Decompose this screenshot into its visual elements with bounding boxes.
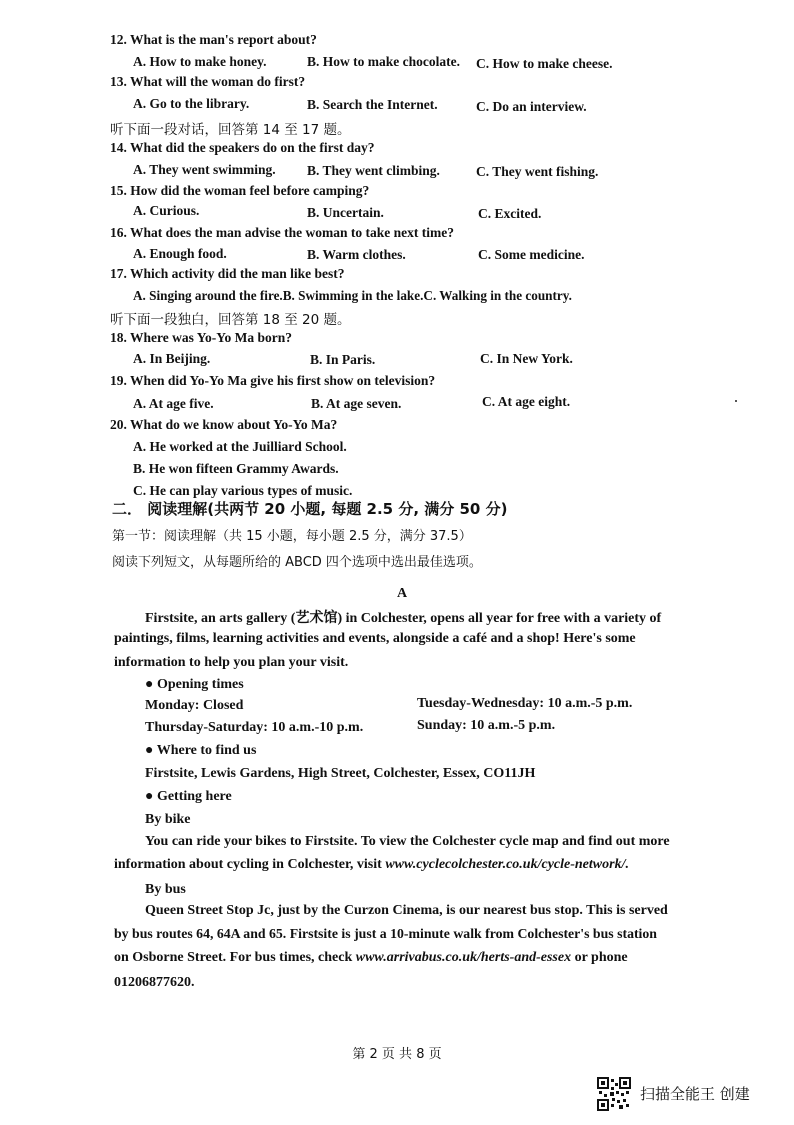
q19-option-a: A. At age five. [133, 396, 214, 411]
q15-option-b: B. Uncertain. [307, 205, 384, 220]
passage-label: A [396, 586, 408, 601]
q18-option-c: C. In New York. [480, 351, 573, 366]
arrivabus-link[interactable]: www.arrivabus.co.uk/herts-and-essex [355, 950, 572, 965]
q19-option-b: B. At age seven. [311, 396, 402, 411]
q12-option-b: B. How to make chocolate. [307, 54, 460, 69]
bike-line-2-text: information about cycling in Colchester, visit [114, 857, 386, 872]
q17-options: A. Singing around the fire.B. Swimming in the lake.C. Walking in the country. [133, 288, 572, 303]
q12-option-c: C. How to make cheese. [476, 56, 613, 71]
q18-option-a: A. In Beijing. [133, 351, 211, 366]
q16-option-b: B. Warm clothes. [307, 247, 406, 262]
q14-option-a: A. They went swimming. [133, 162, 276, 177]
page-number: 第 2 页 共 8 页 [352, 1047, 442, 1062]
q20-option-c: C. He can play various types of music. [133, 483, 353, 498]
q18-option-b: B. In Paris. [310, 352, 376, 367]
instruction-14-17: 听下面一段对话，回答第 14 至 17 题。 [110, 122, 351, 138]
heading-where-to-find-us: ● Where to find us [145, 743, 257, 758]
q16-option-a: A. Enough food. [133, 246, 227, 261]
section-2-instruction: 阅读下列短文，从每题所给的 ABCD 四个选项中选出最佳选项。 [112, 555, 482, 570]
heading-getting-here: ● Getting here [145, 789, 232, 804]
bike-line-1: You can ride your bikes to Firstsite. To view the Colchester cycle map and find out more [145, 834, 670, 849]
instruction-18-20: 听下面一段独白，回答第 18 至 20 题。 [110, 312, 351, 328]
q15-option-a: A. Curious. [133, 203, 200, 218]
bike-line-2 [114, 857, 629, 873]
question-12: 12. What is the man's report about? [110, 32, 317, 47]
passage-intro-line-3: information to help you plan your visit. [114, 655, 349, 670]
cycle-network-link[interactable]: www.cyclecolchester.co.uk/cycle-network/. [385, 857, 629, 872]
question-20: 20. What do we know about Yo-Yo Ma? [110, 417, 338, 432]
q13-option-a: A. Go to the library. [133, 96, 250, 111]
bus-line-3-end: or phone [571, 950, 628, 965]
section-2-part-1: 第一节：阅读理解（共 15 小题，每小题 2.5 分，满分 37.5） [112, 529, 472, 544]
scan-speck [735, 400, 737, 402]
passage-intro-line-1: Firstsite, an arts gallery (艺术馆) in Colchester, opens all year for free with a variety of [145, 611, 662, 626]
q19-option-c: C. At age eight. [482, 394, 571, 409]
heading-opening-times: ● Opening times [145, 677, 244, 692]
q20-option-a: A. He worked at the Juilliard School. [133, 439, 347, 454]
hours-monday: Monday: Closed [145, 698, 244, 713]
q20-option-b: B. He won fifteen Grammy Awards. [133, 461, 339, 476]
hours-tuesday-wednesday: Tuesday-Wednesday: 10 a.m.-5 p.m. [417, 696, 633, 711]
section-2-title: 二． 阅读理解(共两节 20 小题, 每题 2.5 分, 满分 50 分) [112, 500, 508, 518]
bus-line-3-text: on Osborne Street. For bus times, check [114, 950, 356, 965]
question-15: 15. How did the woman feel before camping? [110, 183, 370, 198]
heading-by-bike: By bike [145, 812, 191, 827]
hours-sunday: Sunday: 10 a.m.-5 p.m. [417, 718, 556, 733]
heading-by-bus: By bus [145, 882, 186, 897]
bus-line-3 [114, 950, 628, 966]
qr-code-icon [597, 1077, 631, 1111]
q13-option-c: C. Do an interview. [476, 99, 587, 114]
hours-thursday-saturday: Thursday-Saturday: 10 a.m.-10 p.m. [145, 720, 364, 735]
scanner-watermark: 扫描全能王 创建 [640, 1085, 750, 1103]
passage-intro-line-2: paintings, films, learning activities and events, alongside a café and a shop! Here's some [114, 631, 636, 646]
question-17: 17. Which activity did the man like best? [110, 266, 345, 281]
question-16: 16. What does the man advise the woman to take next time? [110, 225, 454, 240]
q16-option-c: C. Some medicine. [478, 247, 585, 262]
bus-phone: 01206877620. [114, 975, 195, 990]
q13-option-b: B. Search the Internet. [307, 97, 438, 112]
bus-line-1: Queen Street Stop Jc, just by the Curzon Cinema, is our nearest bus stop. This is served [145, 903, 668, 918]
q12-option-a: A. How to make honey. [133, 54, 267, 69]
q14-option-c: C. They went fishing. [476, 164, 599, 179]
question-19: 19. When did Yo-Yo Ma give his first show on television? [110, 373, 436, 388]
question-18: 18. Where was Yo-Yo Ma born? [110, 330, 292, 345]
question-13: 13. What will the woman do first? [110, 74, 306, 89]
q15-option-c: C. Excited. [478, 206, 542, 221]
address: Firstsite, Lewis Gardens, High Street, Colchester, Essex, CO11JH [145, 766, 536, 781]
bus-line-2: by bus routes 64, 64A and 65. Firstsite is just a 10-minute walk from Colchester's bus station [114, 926, 657, 941]
question-14: 14. What did the speakers do on the first day? [110, 140, 375, 155]
q14-option-b: B. They went climbing. [307, 163, 440, 178]
